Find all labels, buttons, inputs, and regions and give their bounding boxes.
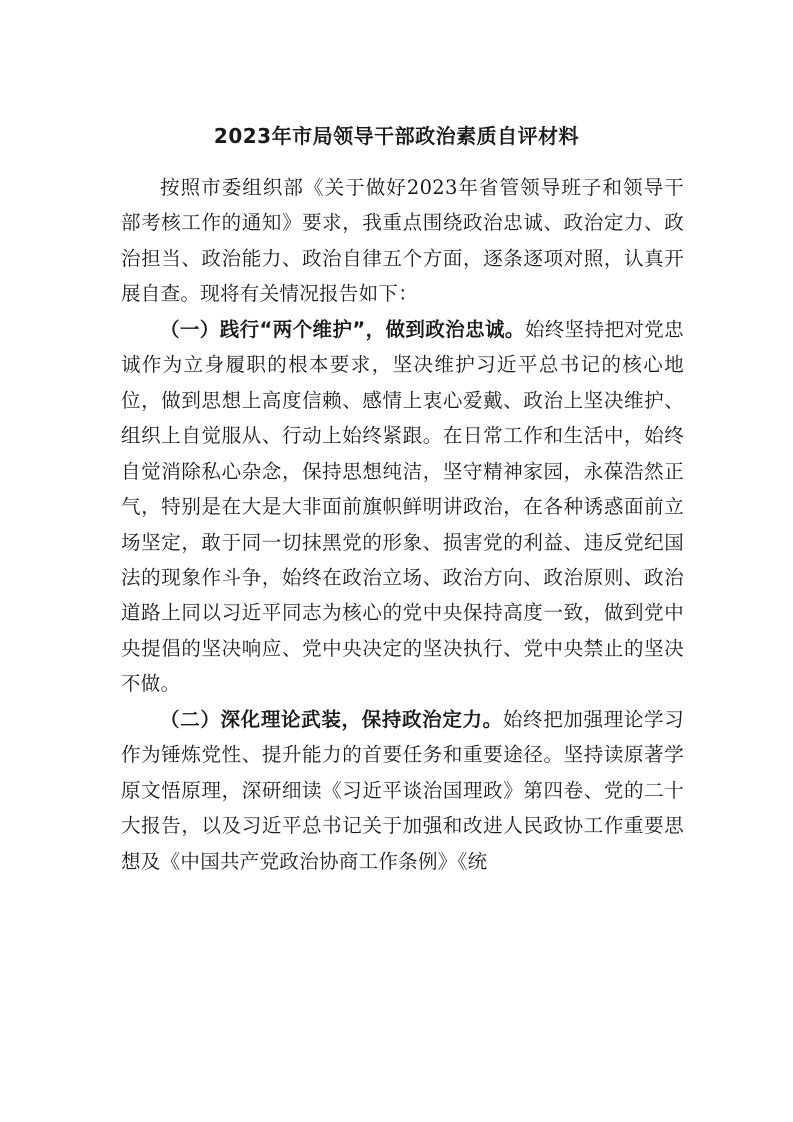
section-text-2: 始终把加强理论学习作为锤炼党性、提升能力的首要任务和重要途径。坚持读原著学原文悟原理，深研细读《习近平谈治国理政》第四卷、党的二十大报告，以及习近平总书记关于加强和改进人民政协工作重要思想及《中国共产党政治协商工作条例》《统 — [121, 707, 684, 873]
section-paragraph-2 — [121, 702, 684, 879]
section-text-1: 始终坚持把对党忠诚作为立身履职的根本要求，坚决维护习近平总书记的核心地位，做到思想上高度信赖、感情上衷心爱戴、政治上坚决维护、组织上自觉服从、行动上始终紧跟。在日常工作和生活中，始终自觉消除私心杂念，保持思想纯洁，坚守精神家园，永葆浩然正气，特别是在大是大非面前旗帜鲜明讲政治，在各种诱惑面前立场坚定，敢于同一切抹黑党的形象、损害党的利益、违反党纪国法的现象作斗争，始终在政治立场、政治方向、政治原则、政治道路上同以习近平同志为核心的党中央保持高度一致，做到党中央提倡的坚决响应、党中央决定的坚决执行、党中央禁止的坚决不做。 — [121, 317, 684, 696]
intro-paragraph: 按照市委组织部《关于做好2023年省管领导班子和领导干部考核工作的通知》要求，我重点围绕政治忠诚、政治定力、政治担当、政治能力、政治自律五个方面，逐条逐项对照，认真开展自查。现将有关情况报告如下： — [121, 176, 684, 306]
section-paragraph-1 — [121, 312, 684, 702]
section-heading-2: （二）深化理论武装，保持政治定力。 — [160, 707, 503, 731]
section-heading-1: （一）践行“两个维护”，做到政治忠诚。 — [160, 317, 525, 341]
document-body — [121, 170, 684, 879]
document-title: 2023年市局领导干部政治素质自评材料 — [213, 124, 580, 148]
